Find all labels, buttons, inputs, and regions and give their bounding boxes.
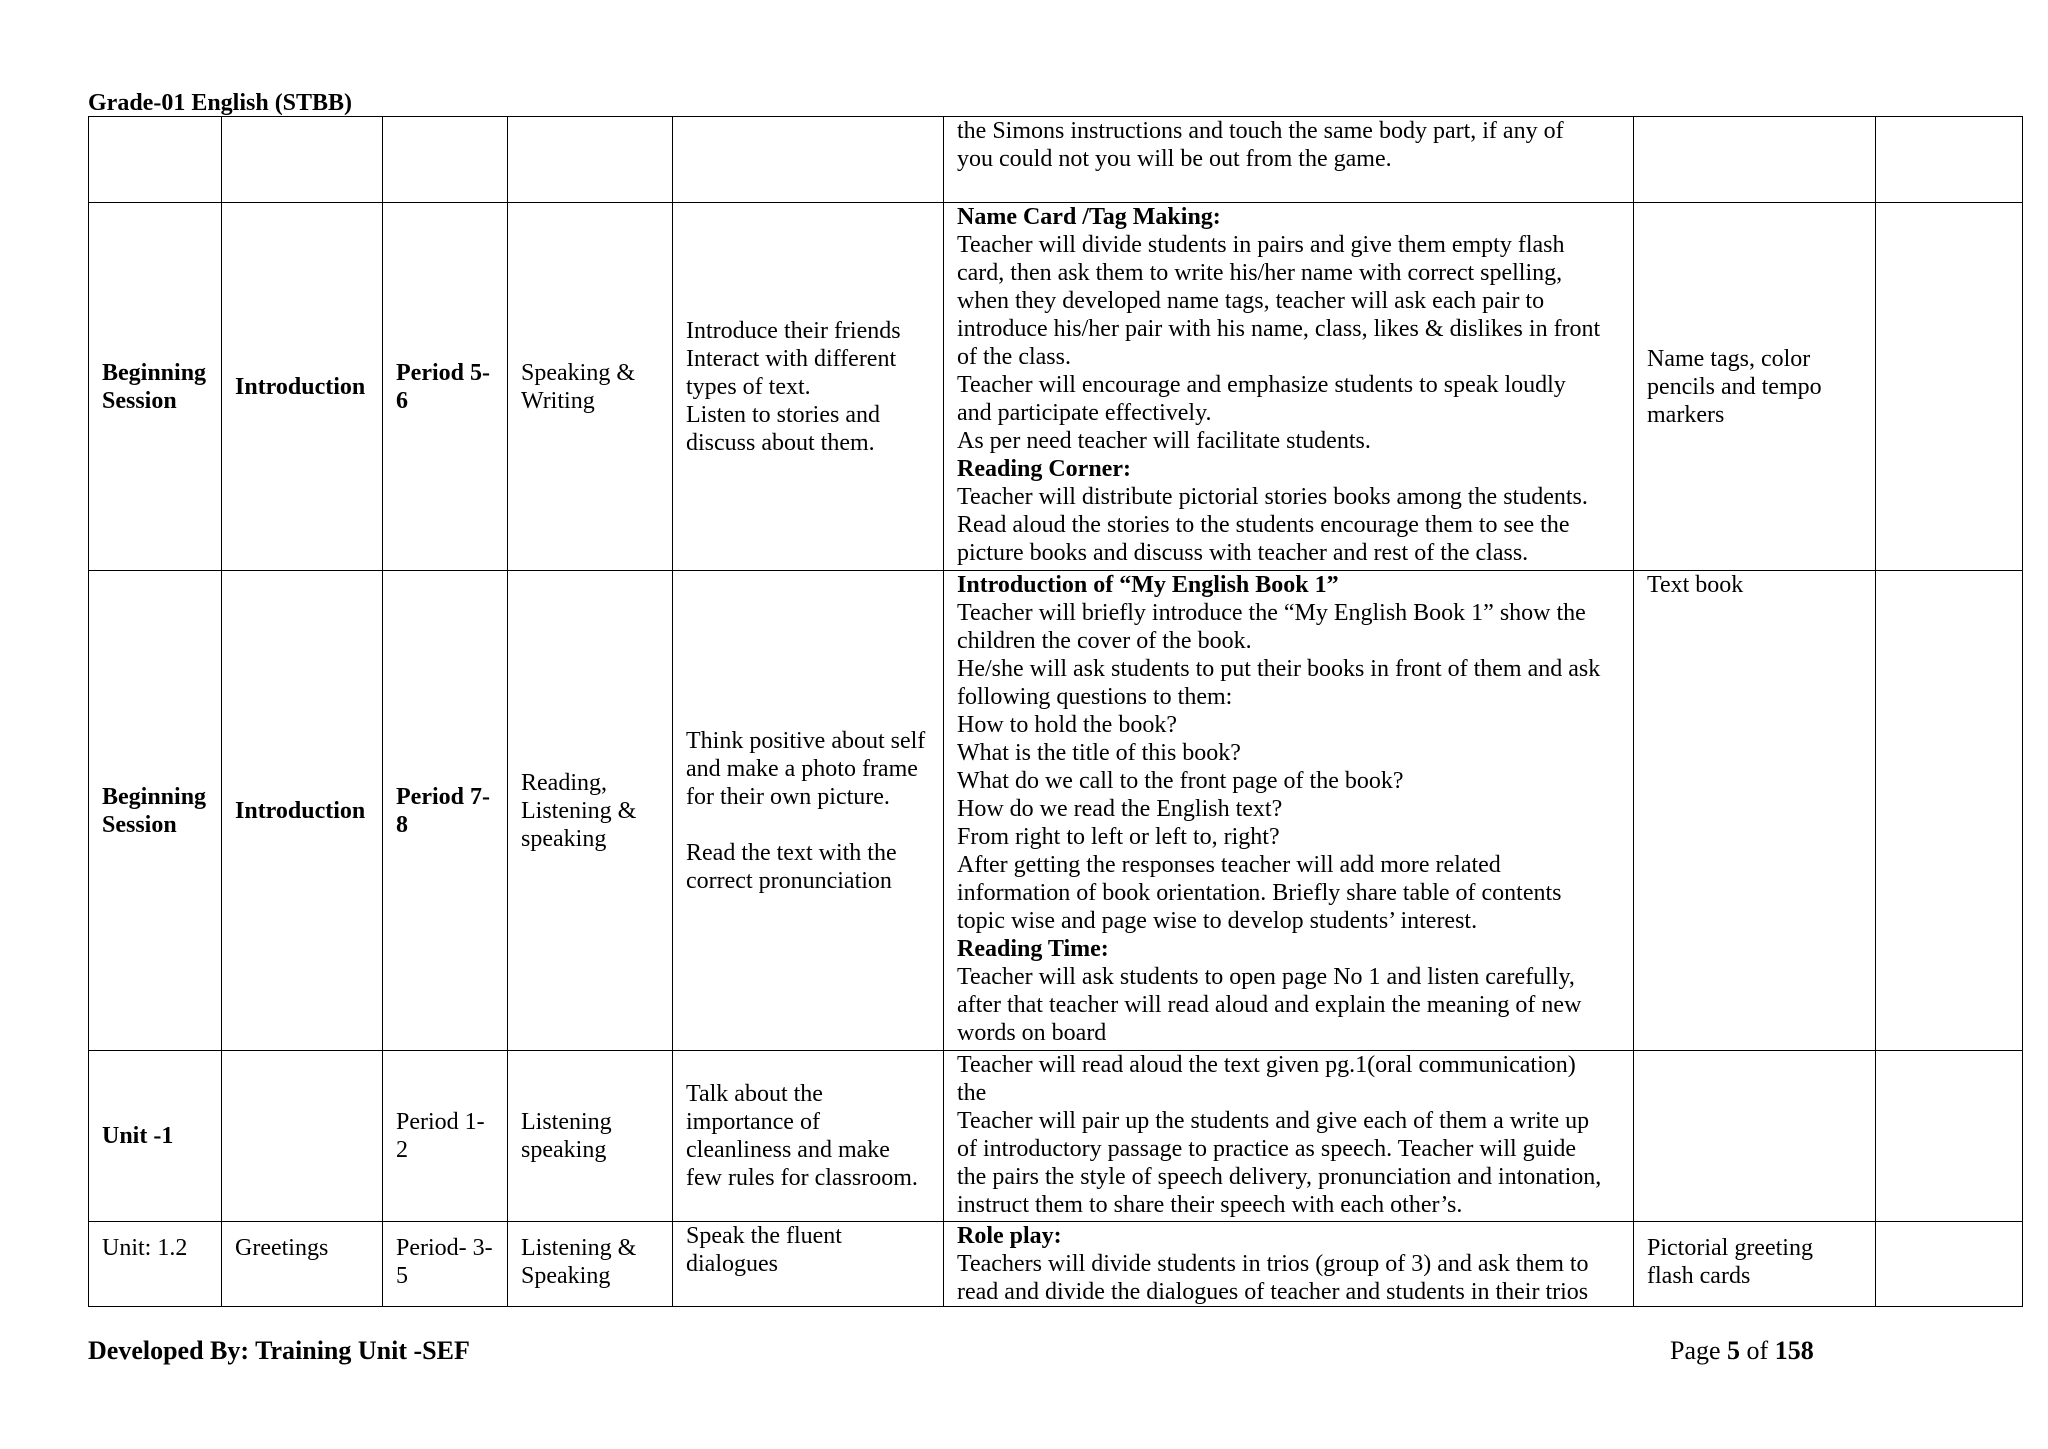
topic-cell: Introduction (222, 203, 383, 571)
session-cell: Unit -1 (89, 1051, 222, 1222)
notes-cell (1876, 203, 2023, 571)
activity-line: Teacher will encourage and emphasize students to speak loudly (957, 372, 1566, 398)
activity-line: After getting the responses teacher will add more related (957, 852, 1501, 878)
activity-line: children the cover of the book. (957, 628, 1252, 654)
notes-cell (1876, 117, 2023, 203)
activities-cell (944, 571, 1634, 1051)
table-row (89, 117, 2023, 203)
activity-line: What do we call to the front page of the book? (957, 768, 1404, 794)
activity-line: Teacher will ask students to open page No 1 and listen carefully, (957, 964, 1575, 990)
resources-cell: Pictorial greeting flash cards (1634, 1222, 1876, 1307)
table-row (89, 571, 2023, 1051)
notes-cell (1876, 571, 2023, 1051)
activities-cell (944, 1051, 1634, 1222)
document-header: Grade-01 English (STBB) (88, 90, 353, 116)
page-number: Page 5 of 158 (1670, 1336, 1814, 1365)
activity-heading: Reading Time: (957, 936, 1109, 962)
topic-cell (222, 1051, 383, 1222)
activity-line: of introductory passage to practice as speech. Teacher will guide (957, 1136, 1576, 1162)
session-cell (89, 117, 222, 203)
topic-cell: Introduction (222, 571, 383, 1051)
activity-line: topic wise and page wise to develop students’ interest. (957, 908, 1478, 934)
skill-cell: Listening speaking (508, 1051, 673, 1222)
activity-line: What is the title of this book? (957, 740, 1241, 766)
activity-line: Teacher will pair up the students and give each of them a write up (957, 1108, 1590, 1134)
session-cell: Beginning Session (89, 203, 222, 571)
activity-line: Teacher will distribute pictorial stories books among the students. (957, 484, 1588, 510)
activity-line: instruct them to share their speech with each other’s. (957, 1192, 1463, 1218)
table-row (89, 203, 2023, 571)
activity-line: He/she will ask students to put their books in front of them and ask (957, 656, 1601, 682)
activities-cell (944, 1222, 1634, 1307)
period-cell: Period 1- 2 (383, 1051, 508, 1222)
slo-cell: Think positive about self and make a photo frame for their own picture. Read the text with the correct pronunciation (673, 571, 944, 1051)
slo-cell (673, 117, 944, 203)
activities-cell (944, 203, 1634, 571)
footer-developed-by: Developed By: Training Unit -SEF (88, 1336, 470, 1365)
period-cell: Period- 3- 5 (383, 1222, 508, 1307)
activity-heading: Introduction of “My English Book 1” (957, 572, 1339, 598)
table-row (89, 1222, 2023, 1307)
activity-line: introduce his/her pair with his name, class, likes & dislikes in front (957, 316, 1601, 342)
activity-heading: Reading Corner: (957, 456, 1131, 482)
activity-line: Teacher will briefly introduce the “My English Book 1” show the (957, 600, 1586, 626)
period-cell: Period 5- 6 (383, 203, 508, 571)
activity-line: the pairs the style of speech delivery, pronunciation and intonation, (957, 1164, 1602, 1190)
activity-line: picture books and discuss with teacher and rest of the class. (957, 540, 1529, 566)
slo-cell: Introduce their friends Interact with different types of text. Listen to stories and discuss about them. (673, 203, 944, 571)
activity-line: How to hold the book? (957, 712, 1177, 738)
activity-line: Read aloud the stories to the students encourage them to see the (957, 512, 1570, 538)
activity-heading: Name Card /Tag Making: (957, 204, 1221, 230)
table-row (89, 1051, 2023, 1222)
activity-line: words on board (957, 1020, 1107, 1046)
resources-cell (1634, 1051, 1876, 1222)
activity-line: Teachers will divide students in trios (group of 3) and ask them to (957, 1251, 1589, 1277)
resources-cell: Text book (1634, 571, 1876, 1051)
resources-cell: Name tags, color pencils and tempo markers (1634, 203, 1876, 571)
resources-cell (1634, 117, 1876, 203)
session-cell: Beginning Session (89, 571, 222, 1051)
notes-cell (1876, 1051, 2023, 1222)
activity-line: From right to left or left to, right? (957, 824, 1280, 850)
skill-cell: Reading, Listening & speaking (508, 571, 673, 1051)
skill-cell: Speaking & Writing (508, 203, 673, 571)
activity-line: As per need teacher will facilitate students. (957, 428, 1371, 454)
activity-line: information of book orientation. Briefly share table of contents (957, 880, 1562, 906)
period-cell (383, 117, 508, 203)
notes-cell (1876, 1222, 2023, 1307)
lesson-plan-table (88, 116, 2023, 1307)
activity-line: read and divide the dialogues of teacher and students in their trios (957, 1279, 1589, 1305)
skill-cell (508, 117, 673, 203)
activity-heading: Role play: (957, 1223, 1062, 1249)
topic-cell: Greetings (222, 1222, 383, 1307)
activity-line: after that teacher will read aloud and explain the meaning of new (957, 992, 1582, 1018)
activity-line: Teacher will divide students in pairs and give them empty flash (957, 232, 1565, 258)
slo-cell: Talk about the importance of cleanliness and make few rules for classroom. (673, 1051, 944, 1222)
activity-line: you could not you will be out from the game. (957, 146, 1392, 172)
topic-cell (222, 117, 383, 203)
activities-cell (944, 117, 1634, 203)
session-cell: Unit: 1.2 (89, 1222, 222, 1307)
activity-line: following questions to them: (957, 684, 1233, 710)
activity-line: the Simons instructions and touch the same body part, if any of (957, 118, 1564, 144)
slo-cell: Speak the fluent dialogues (673, 1222, 944, 1307)
activity-line: and participate effectively. (957, 400, 1212, 426)
activity-line: Teacher will read aloud the text given pg.1(oral communication) (957, 1052, 1576, 1078)
activity-line: of the class. (957, 344, 1071, 370)
skill-cell: Listening & Speaking (508, 1222, 673, 1307)
activity-line: when they developed name tags, teacher will ask each pair to (957, 288, 1545, 314)
activity-line: How do we read the English text? (957, 796, 1283, 822)
period-cell: Period 7- 8 (383, 571, 508, 1051)
activity-line: the (957, 1080, 987, 1106)
activity-line: card, then ask them to write his/her name with correct spelling, (957, 260, 1563, 286)
